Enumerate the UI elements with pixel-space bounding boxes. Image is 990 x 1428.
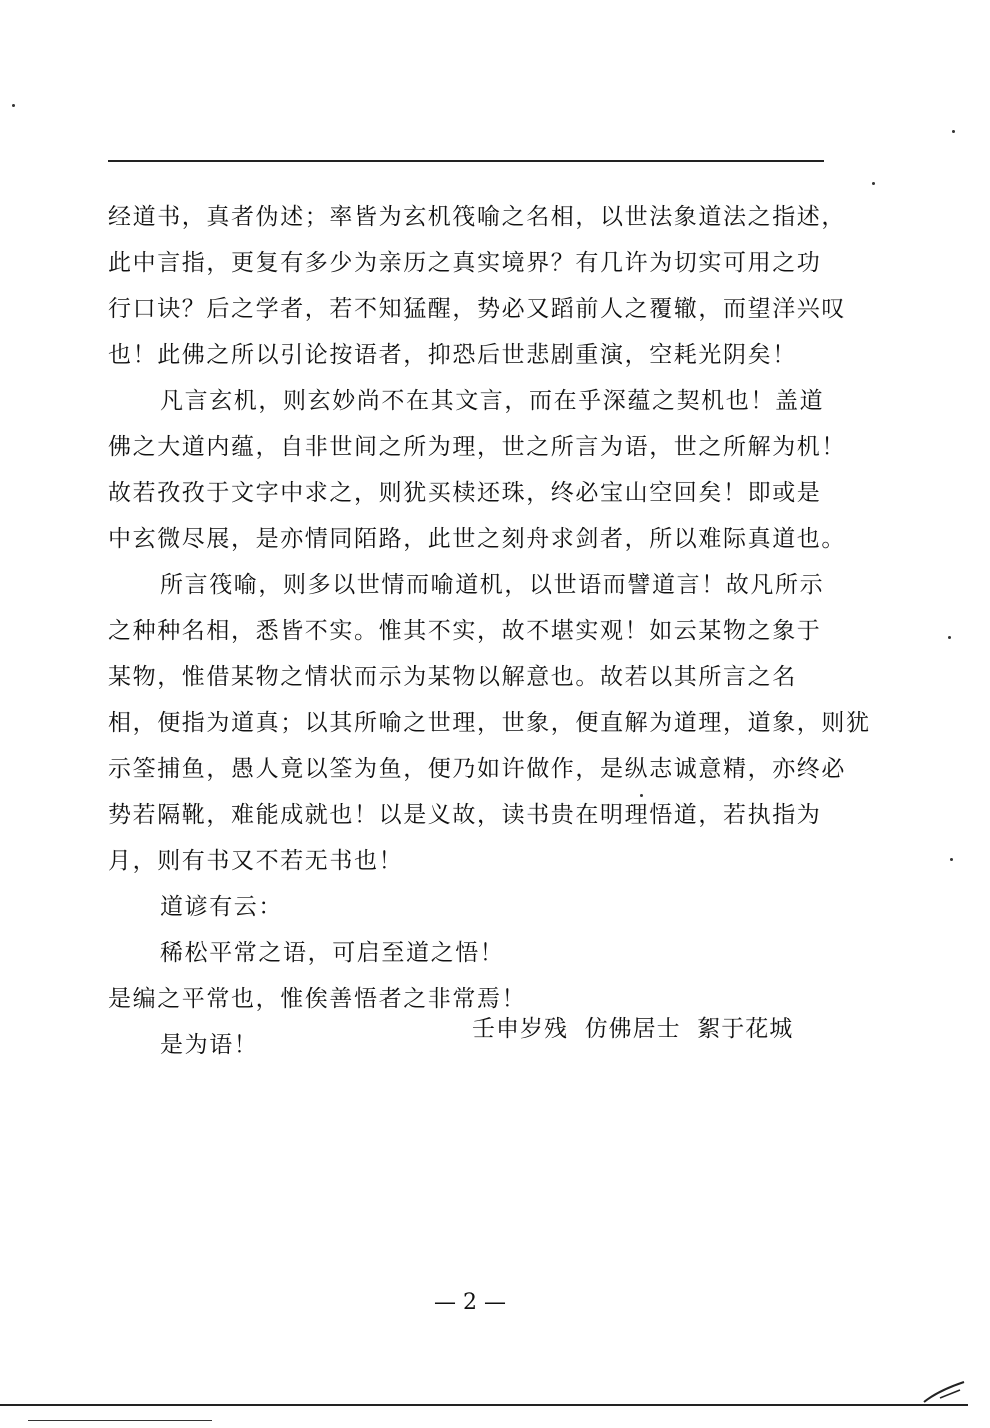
text-line: 道谚有云： [160, 894, 283, 920]
header-rule [108, 160, 824, 162]
text-line: 行口诀？后之学者，若不知猛醒，势必又蹈前人之覆辙，而望洋兴叹 [108, 296, 846, 322]
text-line: 中玄微尽展，是亦情同陌路，此世之刻舟求剑者，所以难际真道也。 [108, 526, 846, 552]
text-line: 故若孜孜于文字中求之，则犹买椟还珠，终必宝山空回矣！即或是 [108, 480, 822, 506]
text-line: 稀松平常之语，可启至道之悟！ [160, 940, 505, 966]
text-line: 所言筏喻，则多以世情而喻道机，以世语而譬道言！故凡所示 [160, 572, 825, 598]
text-line: 相，便指为道真；以其所喻之世理，世象，便直解为道理，道象，则犹 [108, 710, 871, 736]
scan-speck [952, 130, 955, 133]
scan-mark-icon [920, 1372, 968, 1406]
text-line: 势若隔靴，难能成就也！以是义故，读书贵在明理悟道，若执指为 [108, 802, 822, 828]
scan-speck [872, 182, 875, 185]
footer-rule [0, 1404, 968, 1406]
text-line: 月，则有书又不若无书也！ [108, 848, 404, 874]
text-line: 示筌捕鱼，愚人竟以筌为鱼，便乃如许做作，是纵志诚意精，亦终必 [108, 756, 846, 782]
body-text [108, 194, 871, 1068]
scan-speck [950, 858, 953, 861]
text-line: 此中言指，更复有多少为亲历之真实境界？有几许为切实可用之功 [108, 250, 822, 276]
text-line: 是为语！ [160, 1032, 259, 1058]
text-line: 经道书，真者伪述；率皆为玄机筏喻之名相，以世法象道法之指述， [108, 204, 846, 230]
text-line: 佛之大道内蕴，自非世间之所为理，世之所言为语，世之所解为机！ [108, 434, 846, 460]
text-line: 之种种名相，悉皆不实。惟其不实，故不堪实观！如云某物之象于 [108, 618, 822, 644]
scan-speck [948, 636, 951, 639]
scan-speck [12, 104, 15, 107]
footer-rule-short [28, 1420, 212, 1421]
page-number: — 2 — [434, 1290, 506, 1315]
text-line: 也！此佛之所以引论按语者，抑恐后世悲剧重演，空耗光阴矣！ [108, 342, 797, 368]
text-line: 凡言玄机，则玄妙尚不在其文言，而在乎深蕴之契机也！盖道 [160, 388, 825, 414]
text-line: 某物，惟借某物之情状而示为某物以解意也。故若以其所言之名 [108, 664, 797, 690]
signature-line: 壬申岁残 仿佛居士 絮于花城 [472, 1016, 794, 1042]
text-line: 是编之平常也，惟俟善悟者之非常焉！ [108, 986, 527, 1012]
scan-speck [640, 794, 643, 797]
